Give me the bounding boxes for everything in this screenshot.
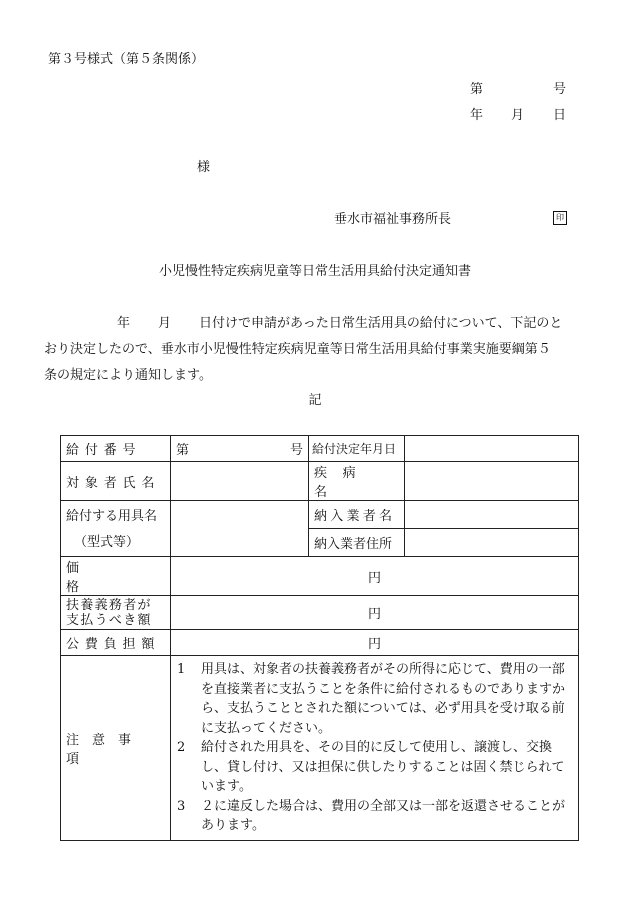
table-row [61,557,579,596]
notes-cell [171,656,579,841]
note-item: 3 ２に違反した場合は、費用の全部又は一部を返還させることがあります。 [177,798,566,833]
disease-value [405,462,579,501]
public-burden-value: 円 [171,630,579,656]
public-burden-label: 公費負担額 [61,630,171,656]
notes-label: 注意事項 [61,656,171,841]
document-title: 小児慢性特定疾病児童等日常生活用具給付決定通知書 [158,264,471,279]
date-year: 年 [470,108,484,123]
subject-name-value [171,462,309,501]
benefit-no-suffix: 号 [289,443,303,458]
guardian-pay-label-line-2: 支払うべき額 [66,612,152,628]
table-row [61,630,579,656]
supplier-name-label: 納入業者名 [309,501,405,529]
benefit-table [60,435,579,841]
item-label-line-2: （型式等） [74,535,140,550]
decision-date-label: 給付決定年月日 [309,436,405,462]
item-label-line-1: 給付する用具名 [66,509,158,524]
benefit-no-prefix: 第 [176,443,190,458]
supplier-address-value [405,529,579,557]
doc-no-prefix: 第 [470,82,484,97]
guardian-pay-label [61,596,171,630]
doc-no-suffix: 号 [553,82,567,97]
form-number: 第３号様式（第５条関係） [48,52,205,67]
addressee-honorific: 様 [197,160,211,175]
table-row [61,656,579,841]
sender-name: 垂水市福祉事務所長 [334,212,452,227]
decision-date-value [405,436,579,462]
table-row [61,501,579,529]
body-year: 年 [117,316,131,331]
supplier-address-label: 納入業者住所 [309,529,405,557]
subject-name-label: 対象者氏名 [61,462,171,501]
body-line-3: 条の規定により通知します。 [44,368,212,383]
price-value: 円 [171,557,579,596]
seal-glyph: 印 [553,211,567,225]
supplier-name-value [405,501,579,529]
body-line-2: おり決定したので、垂水市小児慢性特定疾病児童等日常生活用具給付事業実施要綱第５ [44,342,551,357]
disease-label: 疾病名 [309,462,405,501]
benefit-no-cell [171,436,309,462]
note-item: 2 給付された用具を、その目的に反して使用し、譲渡し、交換し、貸し付け、又は担保に供したりすることは固く禁じられています。 [177,740,565,794]
item-label [61,501,171,557]
guardian-pay-label-line-1: 扶養義務者が [66,597,152,613]
item-value [171,501,309,557]
guardian-pay-value: 円 [171,596,579,630]
price-label: 価格 [61,557,171,596]
table-row [61,596,579,630]
body-month: 月 [158,316,172,331]
date-month: 月 [511,108,525,123]
seal-mark [553,209,567,225]
date-day: 日 [553,108,567,123]
body-lead-line: 日付けで申請があった日常生活用具の給付について、下記のと [199,316,563,331]
table-row [61,462,579,501]
table-row [61,436,579,462]
benefit-no-label: 給付番号 [61,436,171,462]
ki-heading: 記 [308,393,322,408]
note-item: 1 用具は、対象者の扶養義務者がその所得に応じて、費用の一部を直接業者に支払うことを条件に給付されるものでありますから、支払うこととされた額については、必ず用具を受け取る前に支払ってください。 [177,662,566,736]
